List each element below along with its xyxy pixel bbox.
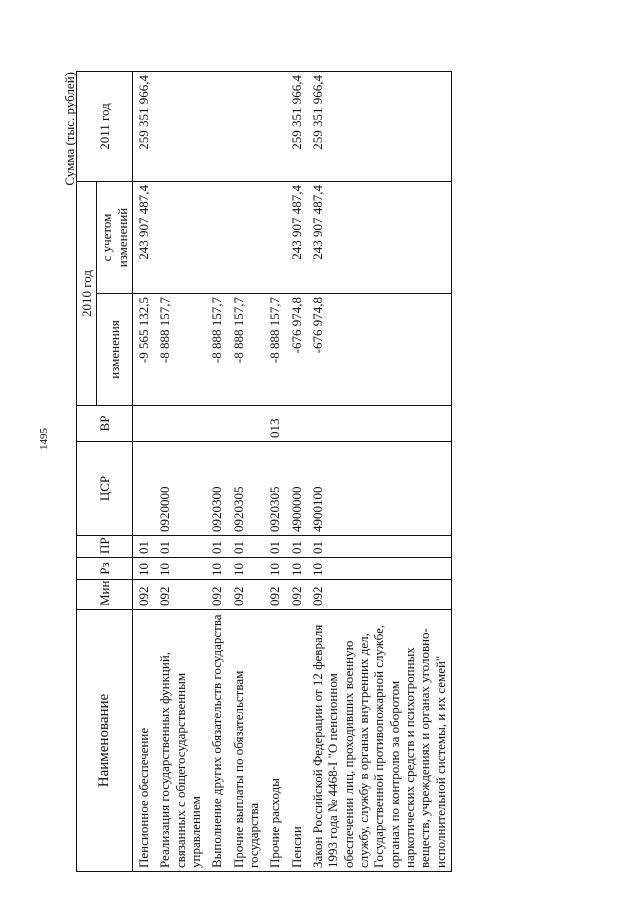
row-changes: -8 888 157,7	[264, 294, 285, 406]
row-changes: -9 565 132,5	[132, 294, 154, 406]
row-vr	[286, 406, 307, 442]
row-with-changes	[206, 182, 227, 294]
row-with-changes	[154, 182, 206, 294]
table-body	[132, 72, 451, 872]
header-rz: Рз	[77, 558, 133, 580]
header-vr: ВР	[77, 406, 133, 442]
row-csr: 0920305	[264, 442, 285, 536]
row-csr: 0920305	[228, 442, 265, 536]
row-csr: 4900100	[307, 442, 451, 536]
header-with-changes: с учетом изменений	[97, 182, 133, 294]
row-vr: 013	[264, 406, 285, 442]
row-2011	[154, 72, 206, 182]
header-min: Мин	[77, 580, 133, 610]
row-2011	[206, 72, 227, 182]
table-row	[206, 72, 227, 872]
row-changes: -8 888 157,7	[154, 294, 206, 406]
row-pr: 01	[132, 536, 154, 558]
row-min: 092	[228, 580, 265, 610]
row-csr: 0920000	[154, 442, 206, 536]
row-rz: 10	[264, 558, 285, 580]
table-row	[228, 72, 265, 872]
header-pr: ПР	[77, 536, 133, 558]
table-header	[77, 72, 133, 872]
row-min: 092	[154, 580, 206, 610]
header-csr: ЦСР	[77, 442, 133, 536]
row-rz: 10	[228, 558, 265, 580]
table-row	[154, 72, 206, 872]
row-rz: 10	[307, 558, 451, 580]
row-rz: 10	[154, 558, 206, 580]
row-2011	[228, 72, 265, 182]
budget-table	[76, 71, 452, 872]
row-with-changes	[264, 182, 285, 294]
row-name: Реализация государственных функций, связанных с общегосударственным управлением	[154, 610, 206, 872]
row-vr	[206, 406, 227, 442]
row-name: Пенсии	[286, 610, 307, 872]
table-row	[132, 72, 154, 872]
row-pr: 01	[264, 536, 285, 558]
row-csr: 4900000	[286, 442, 307, 536]
row-with-changes	[228, 182, 265, 294]
header-year-2011: 2011 год	[77, 72, 133, 182]
unit-label: Сумма (тыс. рублей)	[62, 72, 77, 186]
row-vr	[132, 406, 154, 442]
row-2011: 259 351 966,4	[132, 72, 154, 182]
row-2011: 259 351 966,4	[286, 72, 307, 182]
row-csr	[132, 442, 154, 536]
row-name: Прочие выплаты по обязательствам государства	[228, 610, 265, 872]
row-pr: 01	[154, 536, 206, 558]
row-2011	[264, 72, 285, 182]
table-row	[307, 72, 451, 872]
row-csr: 0920300	[206, 442, 227, 536]
row-name: Пенсионное обеспечение	[132, 610, 154, 872]
row-changes: -8 888 157,7	[228, 294, 265, 406]
row-min: 092	[206, 580, 227, 610]
row-min: 092	[132, 580, 154, 610]
row-2011: 259 351 966,4	[307, 72, 451, 182]
page-number: 1495	[38, 428, 50, 450]
row-rz: 10	[206, 558, 227, 580]
table-row	[264, 72, 285, 872]
row-pr: 01	[286, 536, 307, 558]
row-vr	[154, 406, 206, 442]
row-with-changes: 243 907 487,4	[286, 182, 307, 294]
row-with-changes: 243 907 487,4	[307, 182, 451, 294]
row-min: 092	[286, 580, 307, 610]
row-name: Прочие расходы	[264, 610, 285, 872]
row-min: 092	[307, 580, 451, 610]
row-vr	[228, 406, 265, 442]
row-changes: -676 974,8	[307, 294, 451, 406]
header-name: Наименование	[77, 610, 133, 872]
row-changes: -8 888 157,7	[206, 294, 227, 406]
table-row	[286, 72, 307, 872]
row-rz: 10	[286, 558, 307, 580]
row-vr	[307, 406, 451, 442]
row-pr: 01	[307, 536, 451, 558]
header-year-2010: 2010 год	[77, 182, 97, 406]
row-name: Выполнение других обязательств государства	[206, 610, 227, 872]
row-changes: -676 974,8	[286, 294, 307, 406]
row-name: Закон Российской Федерации от 12 февраля 1993 года № 4468-I "О пенсионном обеспечении лиц, проходивших военную службу, службу в органах внутренних дел, Государственной противопожарной службе, органах по контролю за оборотом наркотических средств и психотропных веществ, учреждениях и органах уголовно-исполнительной системы, и их семей"	[307, 610, 451, 872]
rotated-page-content	[60, 72, 560, 872]
row-pr: 01	[228, 536, 265, 558]
row-rz: 10	[132, 558, 154, 580]
header-changes: изменения	[97, 294, 133, 406]
row-pr: 01	[206, 536, 227, 558]
row-with-changes: 243 907 487,4	[132, 182, 154, 294]
row-min: 092	[264, 580, 285, 610]
